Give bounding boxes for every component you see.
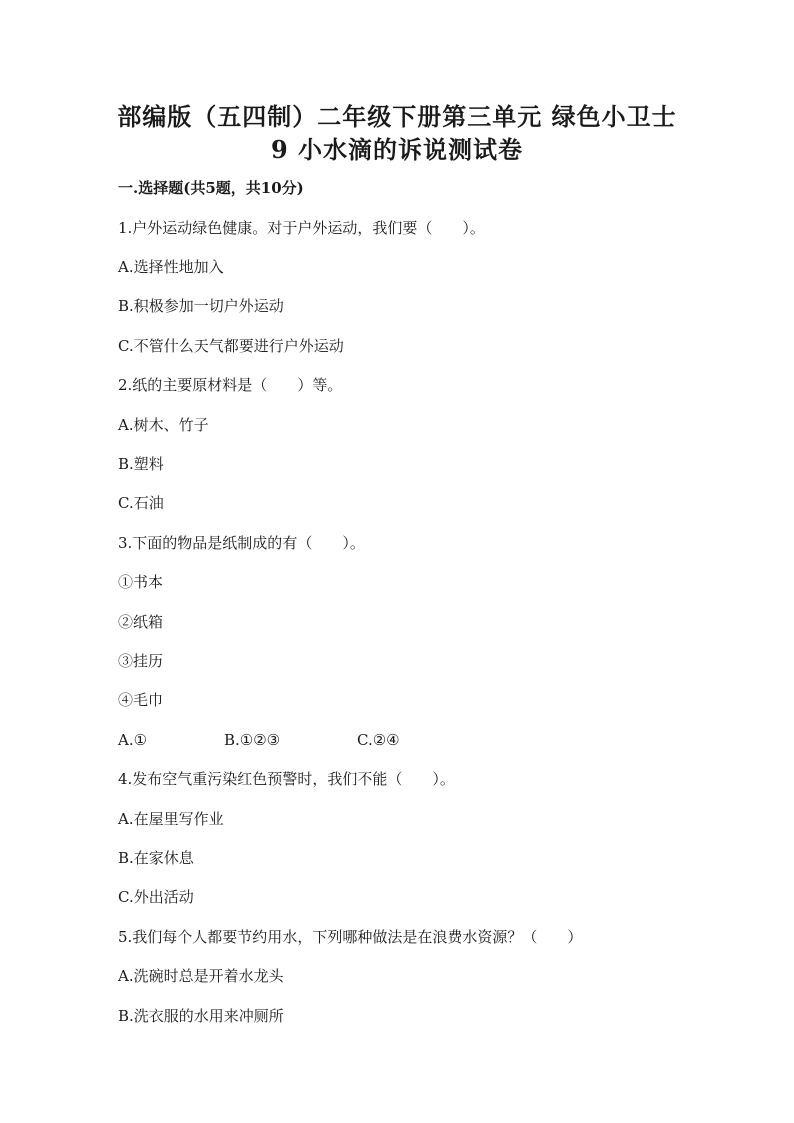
question-1-option-b: B.积极参加一切户外运动 <box>118 297 284 315</box>
question-4-option-a: A.在屋里写作业 <box>118 810 224 828</box>
question-3-item-3: ③挂历 <box>118 652 164 670</box>
question-3-item-4: ④毛巾 <box>118 691 164 709</box>
question-4-option-b: B.在家休息 <box>118 849 194 867</box>
question-5-stem: 5.我们每个人都要节约用水，下列哪种做法是在浪费水资源？（ ） <box>118 928 583 946</box>
question-4-option-c: C.外出活动 <box>118 888 194 906</box>
question-3-option-c: C.②④ <box>357 731 400 749</box>
question-2-stem: 2.纸的主要原材料是（ ）等。 <box>118 376 343 394</box>
question-1-option-a: A.选择性地加入 <box>118 258 224 276</box>
page-title: 部编版（五四制）二年级下册第三单元 绿色小卫士 <box>117 102 677 131</box>
question-4-stem: 4.发布空气重污染红色预警时，我们不能（ ）。 <box>118 770 455 788</box>
question-3-option-b: B.①②③ <box>224 731 281 749</box>
question-1-stem: 1.户外运动绿色健康。对于户外运动，我们要（ ）。 <box>118 219 485 237</box>
question-3-option-a: A.① <box>118 731 148 749</box>
question-5-option-a: A.洗碗时总是开着水龙头 <box>118 967 284 985</box>
question-2-option-a: A.树木、竹子 <box>118 416 209 434</box>
page-subtitle: 9 小水滴的诉说测试卷 <box>270 135 524 164</box>
question-5-option-b: B.洗衣服的水用来冲厕所 <box>118 1007 284 1025</box>
question-3-stem: 3.下面的物品是纸制成的有（ ）。 <box>118 534 365 552</box>
question-2-option-b: B.塑料 <box>118 455 164 473</box>
question-2-option-c: C.石油 <box>118 494 164 512</box>
question-3-item-2: ②纸箱 <box>118 613 164 631</box>
question-3-item-1: ①书本 <box>118 573 164 591</box>
question-1-option-c: C.不管什么天气都要进行户外运动 <box>118 337 344 355</box>
section-heading: 一.选择题(共5题，共10分) <box>118 179 304 197</box>
